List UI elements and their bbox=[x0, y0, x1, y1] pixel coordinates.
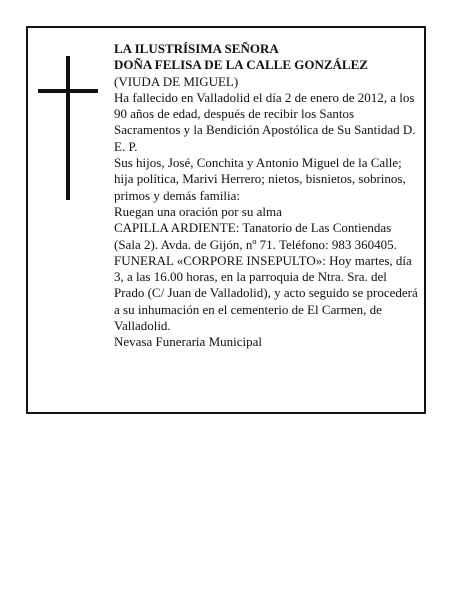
death-announcement: Ha fallecido en Valladolid el día 2 de enero de 2012, a los 90 años de edad, después de recibir los Santos Sacramentos y la Bendición Apostólica de Su Santidad D. E. P. bbox=[114, 89, 416, 154]
family-list: Sus hijos, José, Conchita y Antonio Miguel de la Calle; hija política, Marivi Herrero; nietos, bisnietos, sobrinos, primos y demás familia: bbox=[114, 155, 406, 203]
prayer-request: Ruegan una oración por su alma bbox=[114, 203, 282, 219]
funeral-chapel: CAPILLA ARDIENTE: Tanatorio de Las Contiendas (Sala 2). Avda. de Gijón, nº 71. Teléfono: 983 360405. bbox=[114, 220, 397, 252]
title-line-1: LA ILUSTRÍSIMA SEÑORA bbox=[114, 41, 279, 56]
obituary-text bbox=[114, 41, 420, 351]
deceased-name: DOÑA FELISA DE LA CALLE GONZÁLEZ bbox=[114, 57, 368, 73]
obituary-notice bbox=[26, 26, 426, 414]
cross-vertical-bar bbox=[66, 56, 70, 200]
widow-of: (VIUDA DE MIGUEL) bbox=[114, 73, 239, 89]
funeral-service: FUNERAL «CORPORE INSEPULTO»: Hoy martes, día 3, a las 16.00 horas, en la parroquia de Ntra. Sra. del Prado (C/ Juan de Valladolid), y acto seguido se procederá a su inhumación en el cementerio de El Carmen, de Valladolid. bbox=[114, 252, 418, 334]
cross-horizontal-bar bbox=[38, 89, 98, 93]
funeral-home: Nevasa Funeraria Municipal bbox=[114, 334, 263, 350]
cross-icon bbox=[38, 56, 98, 200]
